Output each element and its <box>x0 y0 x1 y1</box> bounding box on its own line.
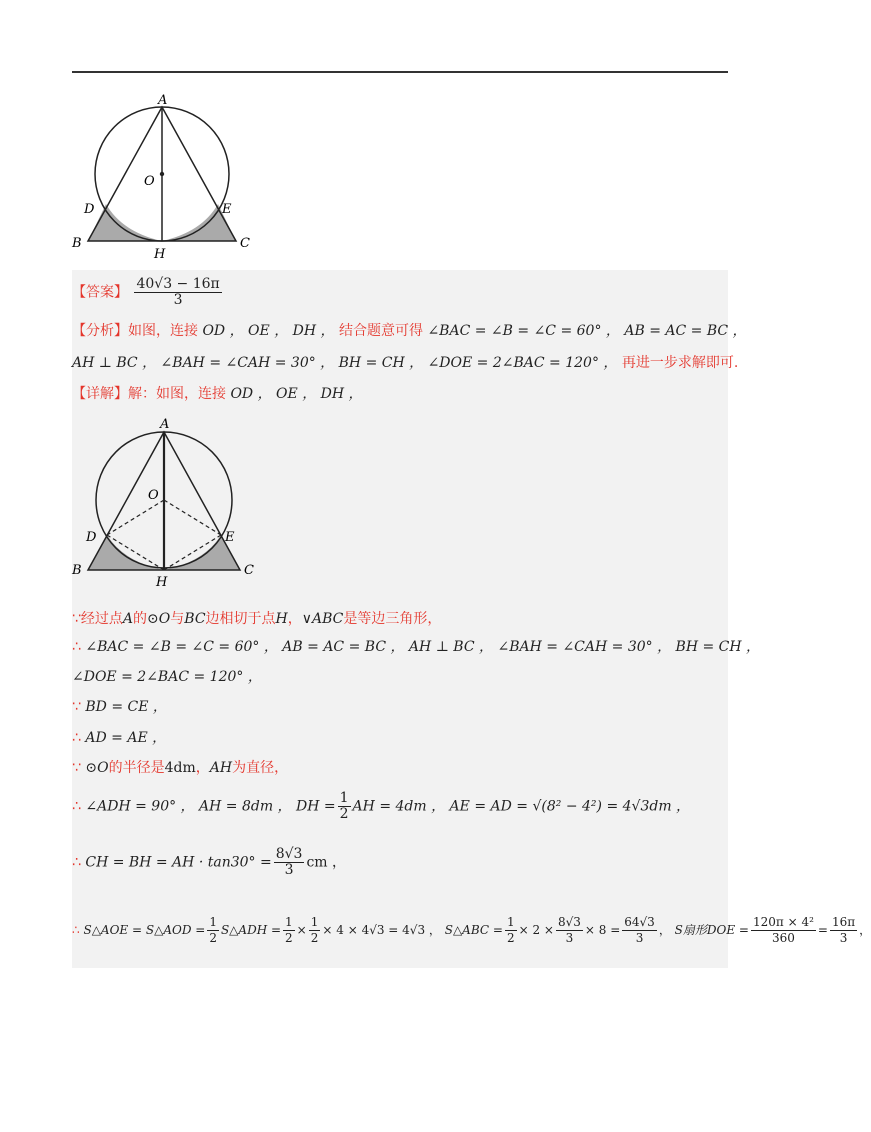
fraction-64root3-over-3 <box>622 915 657 946</box>
fraction-half <box>309 915 321 946</box>
step-1-text-3: 与 <box>170 611 185 627</box>
triangle-abc-symbol: ∨ABC <box>301 611 344 627</box>
step-7-math-c: AE = AD = √(8² − 4²) = 4√3dm ， <box>449 798 691 815</box>
fraction-numerator: 8√3 <box>557 915 581 929</box>
step-7 <box>72 791 690 822</box>
step-9-times-8: × 8 = <box>584 923 621 937</box>
geometry-figure-2 <box>72 410 272 590</box>
step-1-text-4: 边相切于点 <box>205 611 276 627</box>
label-a: A <box>158 93 168 108</box>
label-o: O <box>144 174 155 189</box>
because-symbol: ∵ <box>72 699 81 715</box>
fraction-denominator: 3 <box>284 862 294 878</box>
fraction-8root3-over-3 <box>274 847 305 878</box>
step-6-text-2: 为直径， <box>232 760 289 776</box>
fraction-numerator: 1 <box>209 915 217 929</box>
label-a: A <box>160 417 170 432</box>
because-symbol: ∵ <box>72 760 81 776</box>
analysis-math-1: ∠BAC = ∠B = ∠C = 60° ， AB = AC = BC ， <box>427 323 747 339</box>
step-9-sector-area: S扇形DOE = <box>674 923 749 937</box>
fraction-denominator: 2 <box>506 931 515 945</box>
step-9-equals: = <box>817 923 828 937</box>
therefore-symbol: ∴ <box>72 854 81 871</box>
detail-intro: 解：如图，连接 <box>128 386 226 402</box>
step-5 <box>72 729 166 747</box>
step-7-math-a: ∠ADH = 90° ， AH = 8dm ， <box>85 798 292 815</box>
analysis-text-2: 结合题意可得 <box>339 323 423 339</box>
label-d: D <box>86 530 97 545</box>
fraction-numerator: 8√3 <box>275 846 303 862</box>
label-e: E <box>225 530 235 545</box>
label-o: O <box>148 488 159 503</box>
fraction-8root3-over-3 <box>556 915 583 946</box>
analysis-label: 【分析】 <box>72 323 128 339</box>
label-b: B <box>72 236 82 251</box>
answer-fraction <box>134 277 221 308</box>
fraction-half <box>505 915 517 946</box>
step-9-area-adh: S△ADH = <box>220 923 282 937</box>
label-c: C <box>240 236 250 251</box>
point-h: H <box>275 611 288 627</box>
fraction-numerator: 16π <box>831 915 856 929</box>
step-9-area-result: × 4 × 4√3 = 4√3 ， <box>322 923 441 937</box>
fraction-denominator: 3 <box>565 931 574 945</box>
therefore-symbol: ∴ <box>72 730 81 746</box>
label-h: H <box>156 575 168 590</box>
fraction-numerator: 1 <box>506 915 515 929</box>
answer-line <box>72 277 224 308</box>
fraction-16pi-over-3 <box>830 915 857 946</box>
step-3 <box>72 668 262 686</box>
fraction-denominator: 2 <box>285 931 293 945</box>
detail-label: 【详解】 <box>72 386 128 402</box>
step-9: ∴ S△AOE = S△AOD = $\frac{1}{2}$ S△ADH = $\frac{1}{2}$ × $\frac{1}{2}$ × 4 × 4√3 = 4√3 ， S△ABC = $\frac{1}{2}$ × 2 × $\frac{8√3}{3}$ × 8 = $\frac{64√3}{3}$ ， S扇形DOE = $\frac{\text{120π × 4²}}{360}$ = $\frac{16\pi}{3}$ ， <box>72 915 871 945</box>
step-4 <box>72 698 167 716</box>
step-8-math: CH = BH = AH · tan30° = <box>85 854 272 871</box>
step-9-comma-end: ， <box>859 923 871 937</box>
segment-oe <box>164 500 221 535</box>
step-5-math: AD = AE ， <box>85 730 167 746</box>
side-bc: BC <box>184 611 206 627</box>
step-1-text-2: 的 <box>133 611 148 627</box>
step-6-text: 的半径是 <box>108 760 165 776</box>
label-b: B <box>72 563 82 578</box>
segment-ah: AH <box>209 760 233 776</box>
step-8 <box>72 847 346 878</box>
shaded-region-left <box>88 535 164 570</box>
step-8-unit: cm ， <box>306 854 347 871</box>
center-point <box>160 172 164 176</box>
header-rule <box>72 71 728 73</box>
fraction-half <box>283 915 295 946</box>
therefore-symbol: ∴ <box>72 798 81 815</box>
fraction-denominator: 3 <box>635 931 644 945</box>
label-h: H <box>154 247 166 262</box>
therefore-symbol: ∴ <box>72 923 80 937</box>
geometry-figure-1 <box>68 92 268 264</box>
label-e: E <box>222 202 232 217</box>
circle-symbol: ⊙O <box>147 611 171 627</box>
step-2 <box>72 638 760 656</box>
point-a: A <box>122 611 134 627</box>
therefore-symbol: ∴ <box>72 639 81 655</box>
answer-denominator: 3 <box>173 292 183 308</box>
step-9-comma: ， <box>658 923 671 937</box>
analysis-text: 如图，连接 <box>128 323 198 339</box>
fraction-numerator: 120π × 4² <box>752 915 814 929</box>
fraction-half <box>207 915 219 946</box>
detail-line <box>72 385 363 403</box>
step-4-math: BD = CE ， <box>85 699 167 715</box>
analysis-tail: 再进一步求解即可. <box>621 355 739 371</box>
label-d: D <box>84 202 95 217</box>
fraction-sector <box>751 915 816 946</box>
step-1-comma: ， <box>287 611 302 627</box>
fraction-denominator: 2 <box>310 931 319 945</box>
answer-label: 【答案】 <box>72 284 128 301</box>
step-9-area-abc: S△ABC = <box>444 923 503 937</box>
step-6 <box>72 759 288 777</box>
step-1-text: ∵经过点 <box>72 611 123 627</box>
step-7-dh-tail: AH = 4dm ， <box>352 798 446 815</box>
analysis-segments: OD ， OE ， DH ， <box>202 323 335 339</box>
fraction-denominator: 2 <box>209 931 217 945</box>
step-9-times: × 2 × <box>518 923 554 937</box>
fraction-half <box>338 791 351 822</box>
label-c: C <box>244 563 254 578</box>
answer-numerator: 40√3 − 16π <box>136 276 220 292</box>
fraction-denominator: 3 <box>839 931 848 945</box>
fraction-numerator: 64√3 <box>624 915 655 929</box>
analysis-math-2: AH ⊥ BC ， ∠BAH = ∠CAH = 30° ， BH = CH ， ∠DOE = 2∠BAC = 120° ， <box>72 355 618 371</box>
step-6-comma: ， <box>195 760 210 776</box>
step-7-dh: DH = <box>296 798 336 815</box>
fraction-numerator: 1 <box>339 790 349 806</box>
step-2-math: ∠BAC = ∠B = ∠C = 60° ， AB = AC = BC ， AH ⊥ BC ， ∠BAH = ∠CAH = 30° ， BH = CH ， <box>85 639 761 655</box>
analysis-line-1 <box>72 322 747 340</box>
shaded-region-left <box>88 204 162 241</box>
circle-symbol: ⊙O <box>85 760 109 776</box>
segment-od <box>107 500 164 535</box>
analysis-line-2 <box>72 354 738 372</box>
step-9-area-aoe: S△AOE = S△AOD = <box>83 923 206 937</box>
fraction-denominator: 360 <box>771 931 795 945</box>
detail-math: OD ， OE ， DH ， <box>230 386 363 402</box>
step-1 <box>72 610 441 628</box>
step-3-math: ∠DOE = 2∠BAC = 120° ， <box>72 669 262 685</box>
fraction-denominator: 2 <box>339 806 349 822</box>
radius-value: 4dm <box>164 760 196 776</box>
fraction-numerator: 1 <box>285 915 293 929</box>
step-1-text-5: 是等边三角形， <box>343 611 442 627</box>
fraction-numerator: 1 <box>310 915 319 929</box>
